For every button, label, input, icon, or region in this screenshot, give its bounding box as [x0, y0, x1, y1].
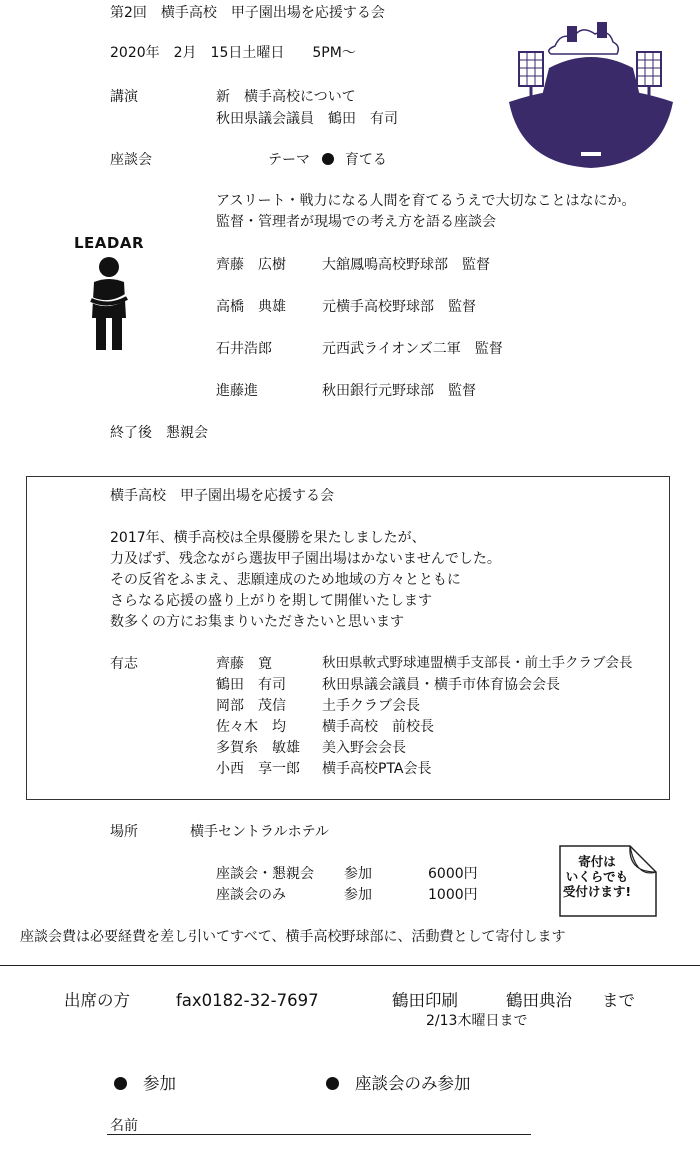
- rsvp-deadline: 2/13木曜日まで: [426, 1013, 528, 1029]
- theme-label: テーマ: [268, 152, 310, 168]
- lecture-speaker: 秋田県議会議員 鶴田 有司: [216, 111, 398, 127]
- sticker-line: いくらでも: [565, 869, 629, 884]
- sticker-line: 寄付は: [578, 854, 616, 869]
- name-label: 名前: [110, 1118, 138, 1134]
- panel-desc-line1: アスリート・戦力になる人間を育てるうえで大切なことはなにか。: [216, 193, 636, 209]
- sticker-text: [558, 854, 636, 899]
- supporter-name: 多賀糸 敏雄: [216, 740, 300, 756]
- venue-name: 横手セントラルホテル: [190, 824, 329, 840]
- panelist-role: 大舘鳳鳴高校野球部 監督: [322, 257, 490, 273]
- fee-item: 座談会のみ: [216, 887, 286, 903]
- rsvp-until: まで: [602, 991, 635, 1010]
- rsvp-fax: fax0182-32-7697: [176, 991, 319, 1010]
- lecture-topic: 新 横手高校について: [216, 89, 356, 105]
- panelist-name: 進藤進: [216, 383, 258, 399]
- panelist-role: 秋田銀行元野球部 監督: [322, 383, 476, 399]
- bullet-icon: [322, 153, 334, 165]
- rsvp-company: 鶴田印刷: [392, 991, 458, 1010]
- option-panel-only-label: 座談会のみ参加: [355, 1074, 471, 1093]
- rsvp-label: 出席の方: [64, 991, 130, 1010]
- supporter-name: 小西 享一郎: [216, 761, 300, 777]
- panel-theme: [268, 151, 387, 169]
- box-title: 横手高校 甲子園出場を応援する会: [110, 488, 334, 504]
- stadium-icon: [505, 12, 677, 170]
- radio-dot-icon[interactable]: [326, 1077, 339, 1090]
- fee-item: 座談会・懇親会: [216, 866, 314, 882]
- panel-label: 座談会: [110, 152, 152, 168]
- panelist-role: 元西武ライオンズ二軍 監督: [322, 341, 503, 357]
- leader-figure: [68, 234, 150, 352]
- box-paragraph-line: その反省をふまえ、悲願達成のため地域の方々とともに: [110, 572, 461, 588]
- option-participate[interactable]: [114, 1073, 176, 1094]
- person-arms-crossed-icon: [86, 256, 132, 352]
- leader-label: LEADAR: [73, 234, 145, 252]
- box-paragraph-line: さらなる応援の盛り上がりを期して開催いたします: [110, 593, 432, 609]
- box-paragraph-line: 数多くの方にお集まりいただきたいと思います: [110, 614, 404, 630]
- radio-dot-icon[interactable]: [114, 1077, 127, 1090]
- box-paragraph-line: 力及ばず、残念ながら選抜甲子園出場はかないませんでした。: [110, 551, 501, 567]
- panelist-role: 元横手高校野球部 監督: [322, 299, 476, 315]
- rsvp-person: 鶴田典治: [506, 991, 572, 1010]
- fee-price: 6000円: [428, 866, 478, 882]
- fee-type: 参加: [344, 866, 372, 882]
- lecture-label: 講演: [110, 89, 138, 105]
- option-panel-only[interactable]: [326, 1073, 471, 1094]
- supporter-name: 鶴田 有司: [216, 677, 286, 693]
- theme-value: 育てる: [344, 152, 387, 168]
- supporter-name: 岡部 茂信: [216, 698, 286, 714]
- supporter-role: 横手高校 前校長: [322, 719, 434, 735]
- supporter-role: 土手クラブ会長: [322, 698, 420, 714]
- supporter-name: 佐々木 均: [216, 719, 286, 735]
- supporter-role: 横手高校PTA会長: [322, 761, 432, 777]
- supporter-role: 秋田県軟式野球連盟横手支部長・前土手クラブ会長: [322, 655, 633, 671]
- donation-sticker: [558, 842, 658, 918]
- fee-type: 参加: [344, 887, 372, 903]
- fee-price: 1000円: [428, 887, 478, 903]
- panelist-name: 石井浩郎: [216, 341, 272, 357]
- divider: [0, 965, 700, 966]
- panel-desc-line2: 監督・管理者が現場での考え方を語る座談会: [216, 214, 496, 230]
- name-input-line[interactable]: [107, 1134, 531, 1135]
- event-date: 2020年 2月 15日土曜日 5PM～: [110, 45, 356, 61]
- panelist-name: 高橋 典雄: [216, 299, 286, 315]
- box-paragraph-line: 2017年、横手高校は全県優勝を果たしましたが、: [110, 530, 426, 546]
- venue-label: 場所: [110, 824, 138, 840]
- event-title: 第2回 横手高校 甲子園出場を応援する会: [110, 5, 385, 21]
- panelist-name: 齊藤 広樹: [216, 257, 286, 273]
- supporters-label: 有志: [110, 656, 138, 672]
- option-participate-label: 参加: [143, 1074, 176, 1093]
- donation-note: 座談会費は必要経費を差し引いてすべて、横手高校野球部に、活動費として寄付します: [20, 929, 566, 945]
- after-party: 終了後 懇親会: [110, 425, 208, 441]
- sticker-line: 受付けます!: [562, 884, 632, 899]
- supporter-role: 秋田県議会議員・横手市体育協会会長: [322, 677, 560, 693]
- supporter-role: 美入野会会長: [322, 740, 406, 756]
- supporter-name: 齊藤 寛: [216, 656, 272, 672]
